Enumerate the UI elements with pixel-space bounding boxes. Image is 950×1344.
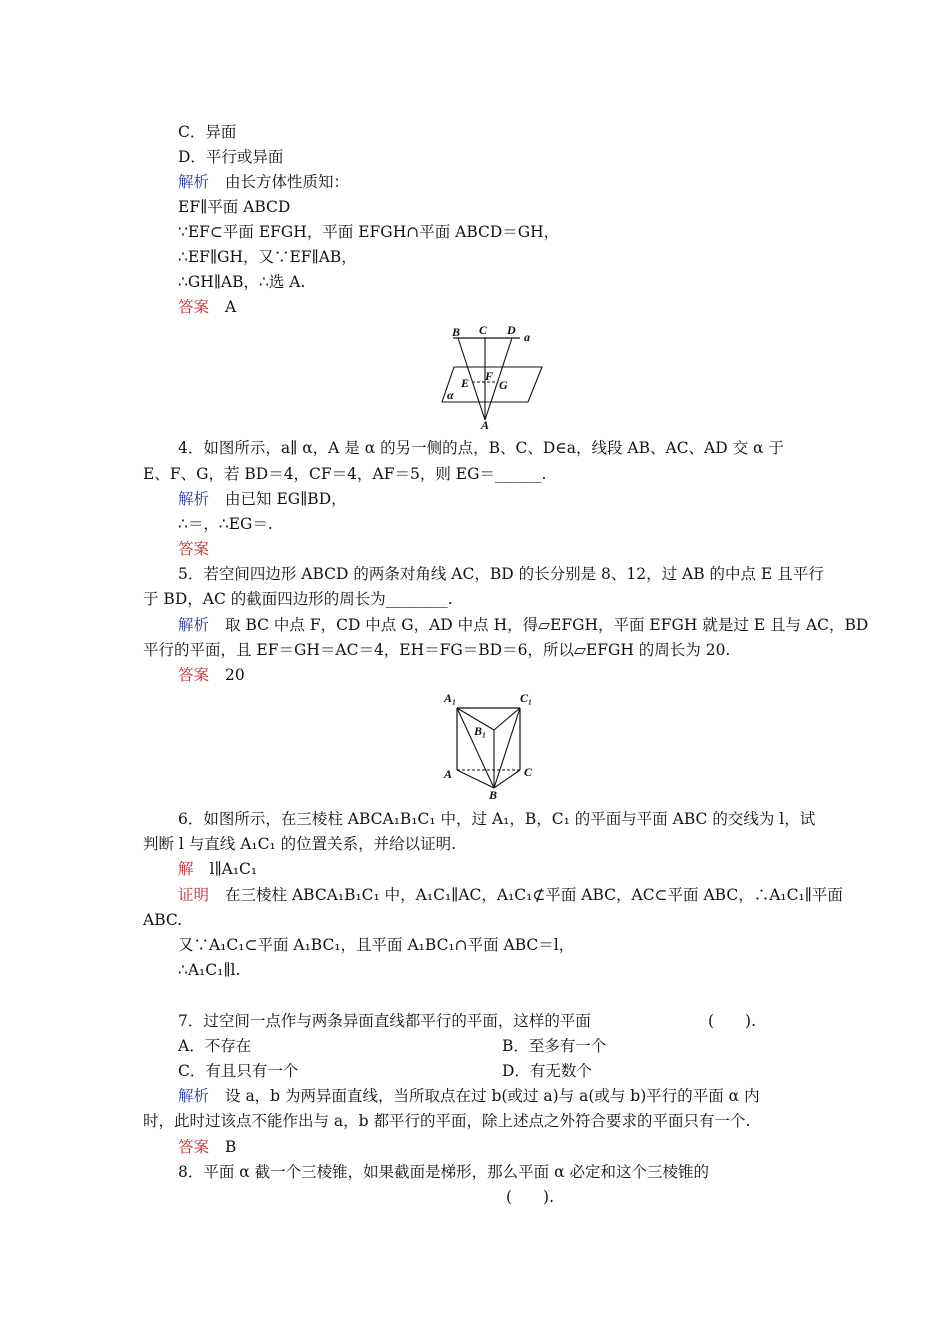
question-6-line-2: 判断 l 与直线 A₁C₁ 的位置关系，并给以证明. [143, 835, 457, 853]
fig2-label-B: B [489, 788, 498, 800]
q5-analysis-line-2: 平行的平面，且 EF＝GH＝AC＝4，EH＝FG＝BD＝6，所以▱EFGH 的周长为 20. [143, 641, 731, 659]
q7-analysis-tag: 解析 [178, 1087, 210, 1105]
fig2-label-B1: B₁ [474, 724, 487, 738]
q7-answer-line [178, 1136, 236, 1158]
fig1-label-F: F [485, 369, 494, 383]
answer-line [178, 296, 236, 318]
q7-option-c: C．有且只有一个 [178, 1062, 299, 1080]
proof-line-4: ∴GH∥AB，∴选 A. [178, 273, 306, 291]
question-4-line-1: 4．如图所示，a∥ α，A 是 α 的另一侧的点，B、C、D∈a，线段 AB、AC、AD 交 α 于 [178, 439, 784, 457]
proof-line-3: ∴EF∥GH，又∵EF∥AB， [178, 248, 357, 266]
fig2-label-A1: A₁ [444, 691, 457, 705]
q4-answer-tag: 答案 [178, 540, 210, 558]
q7-answer-tag: 答案 [178, 1138, 210, 1156]
fig1-label-G: G [499, 378, 508, 392]
q6-proof-line-2: ABC. [143, 911, 183, 929]
fig1-label-B: B [452, 325, 461, 339]
question-7-paren: ( ). [708, 1012, 757, 1030]
q5-analysis-tag: 解析 [178, 616, 210, 634]
fig1-label-A: A [481, 418, 490, 430]
analysis-line [178, 171, 349, 193]
analysis-tag: 解析 [178, 173, 210, 191]
answer-value: A [225, 298, 237, 316]
fig2-label-A: A [444, 767, 453, 781]
answer-tag: 答案 [178, 298, 210, 316]
question-6-line-1: 6．如图所示，在三棱柱 ABCA₁B₁C₁ 中，过 A₁，B，C₁ 的平面与平面 ABC 的交线为 l，试 [178, 810, 816, 828]
q4-analysis-line [178, 488, 347, 510]
q5-answer-value: 20 [225, 666, 245, 684]
q6-solution-text: l∥A₁C₁ [209, 860, 258, 878]
question-8-paren: ( ). [506, 1188, 555, 1206]
q5-answer-tag: 答案 [178, 666, 210, 684]
option-d: D．平行或异面 [178, 148, 284, 166]
q5-analysis-text: 取 BC 中点 F，CD 中点 G，AD 中点 H，得▱EFGH，平面 EFGH 就是过 E 且与 AC，BD [225, 616, 869, 634]
proof-line-1: EF∥平面 ABCD [178, 198, 291, 216]
q6-solution-tag: 解 [178, 860, 194, 878]
q4-analysis-tag: 解析 [178, 490, 210, 508]
q7-option-b: B．至多有一个 [502, 1037, 607, 1055]
proof-line-2: ∵EF⊂平面 EFGH，平面 EFGH∩平面 ABCD＝GH， [178, 223, 560, 241]
q6-solution-line [178, 858, 257, 880]
question-5-line-1: 5．若空间四边形 ABCD 的两条对角线 AC，BD 的长分别是 8、12，过 AB 的中点 E 且平行 [178, 565, 824, 583]
q6-proof-line [178, 884, 843, 906]
fig2-label-C: C [524, 765, 533, 779]
question-4-line-2: E、F、G，若 BD＝4，CF＝4，AF＝5，则 EG＝______. [143, 465, 547, 483]
option-c: C．异面 [178, 123, 237, 141]
q7-analysis-text: 设 a，b 为两异面直线，当所取点在过 b(或过 a)与 a(或与 b)平行的平面 α 内 [225, 1087, 760, 1105]
figure-prism [440, 688, 540, 800]
q4-analysis-text: 由已知 EG∥BD， [225, 490, 347, 508]
fig2-label-C1: C₁ [520, 691, 533, 705]
fig1-label-E: E [461, 376, 470, 390]
fig1-label-D: D [507, 323, 516, 337]
question-8-line-1: 8．平面 α 截一个三棱锥，如果截面是梯形，那么平面 α 必定和这个三棱锥的 [178, 1163, 710, 1181]
q4-answer-line [178, 538, 209, 560]
q6-proof-line-4: ∴A₁C₁∥l. [178, 961, 241, 979]
q7-option-d: D．有无数个 [502, 1062, 592, 1080]
q5-answer-line [178, 664, 245, 686]
fig1-label-C: C [479, 323, 488, 337]
fig1-label-alpha: α [447, 388, 454, 402]
figure-plane-lines [428, 322, 548, 430]
q7-analysis-line-2: 时，此时过该点不能作出与 a，b 都平行的平面，除上述点之外符合要求的平面只有一个. [143, 1112, 751, 1130]
question-7-line-1: 7．过空间一点作与两条异面直线都平行的平面，这样的平面 [178, 1012, 591, 1030]
q6-proof-line-3: 又∵A₁C₁⊂平面 A₁BC₁，且平面 A₁BC₁∩平面 ABC＝l， [178, 936, 575, 954]
analysis-text: 由长方体性质知： [225, 173, 350, 191]
q5-analysis-line [178, 614, 868, 636]
fig1-label-a: a [524, 330, 530, 344]
q4-analysis-line-2: ∴＝，∴EG＝. [178, 515, 273, 533]
q7-analysis-line [178, 1085, 760, 1107]
q6-proof-text: 在三棱柱 ABCA₁B₁C₁ 中，A₁C₁∥AC，A₁C₁⊄平面 ABC，AC⊂平面 ABC，∴A₁C₁∥平面 [225, 886, 843, 904]
question-5-line-2: 于 BD，AC 的截面四边形的周长为________. [143, 590, 453, 608]
q7-answer-value: B [225, 1138, 237, 1156]
q6-proof-tag: 证明 [178, 886, 210, 904]
q7-option-a: A．不存在 [178, 1037, 252, 1055]
